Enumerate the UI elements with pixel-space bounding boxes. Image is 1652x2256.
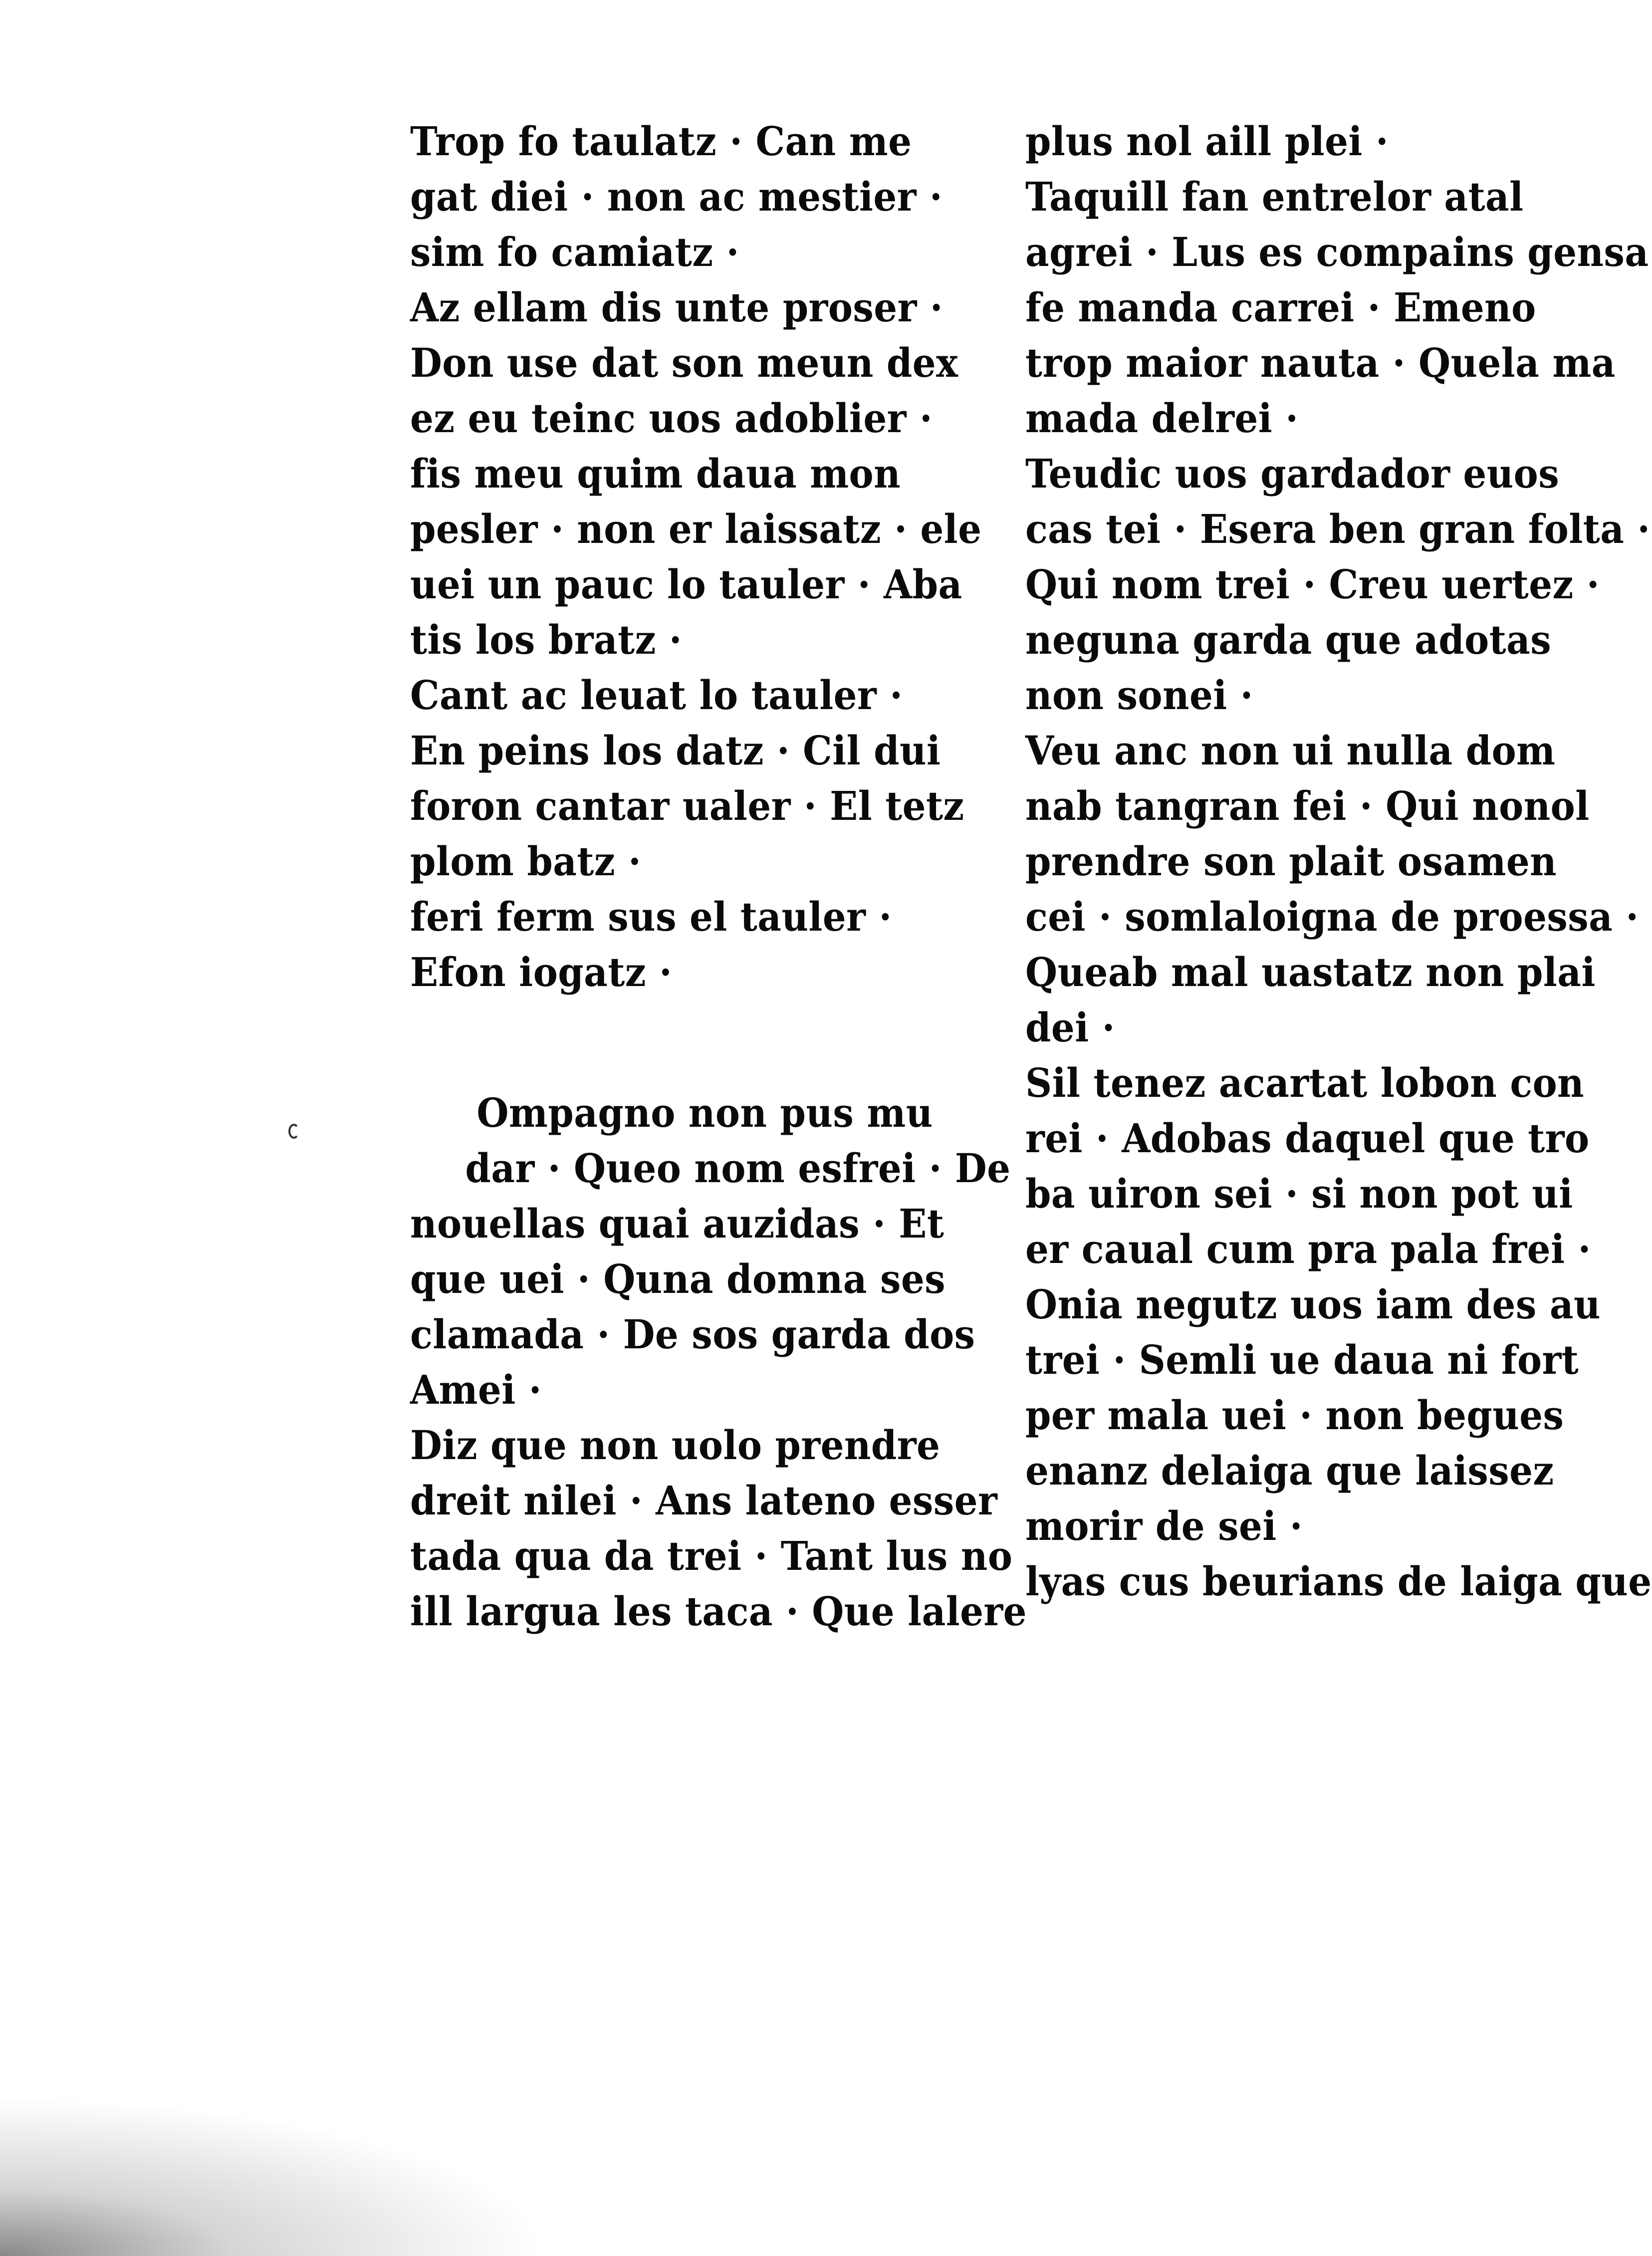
text-line: que uei · Quna domna ses	[410, 1255, 946, 1302]
text-line: nab tangran fei · Qui nonol	[1025, 782, 1590, 829]
text-line: En peins los datz · Cil dui	[410, 727, 941, 774]
text-line: mada delrei ·	[1025, 395, 1299, 442]
text-line: er caual cum pra pala frei ·	[1025, 1226, 1591, 1272]
text-line: fe manda carrei · Emeno	[1025, 284, 1536, 331]
text-line: dar · Queo nom esfrei · De	[465, 1145, 1011, 1192]
text-line: dei ·	[1025, 1004, 1115, 1051]
text-line: trop maior nauta · Quela ma	[1025, 339, 1616, 386]
text-line: Queab mal uastatz non plai	[1025, 949, 1596, 996]
text-line: Ompagno non pus mu	[476, 1089, 933, 1136]
text-line: Trop fo taulatz · Can me	[410, 118, 912, 165]
text-line: cas tei · Esera ben gran folta ·	[1025, 505, 1651, 552]
text-line: Taquill fan entrelor atal	[1025, 173, 1524, 220]
text-line: Don use dat son meun dex	[410, 339, 958, 386]
text-line: lyas cus beurians de laiga que	[1025, 1558, 1652, 1605]
text-line: plus nol aill plei ·	[1025, 118, 1389, 165]
text-line: trei · Semli ue daua ni fort	[1025, 1336, 1579, 1383]
text-line: Cant ac leuat lo tauler ·	[410, 672, 903, 719]
right-text-column	[1025, 114, 1652, 1609]
text-line: plom batz ·	[410, 838, 642, 885]
text-line: rei · Adobas daquel que tro	[1025, 1115, 1590, 1162]
text-line: agrei · Lus es compains gensa	[1025, 229, 1649, 275]
text-line: gat diei · non ac mestier ·	[410, 173, 943, 220]
text-line: Veu anc non ui nulla dom	[1025, 727, 1556, 774]
text-line: Az ellam dis unte proser ·	[410, 284, 943, 331]
text-line: clamada · De sos garda dos	[410, 1311, 975, 1358]
text-line: neguna garda que adotas	[1025, 616, 1552, 663]
text-line: ez eu teinc uos adoblier ·	[410, 395, 933, 442]
scan-speck-mark	[288, 1124, 299, 1139]
text-line: ill largua les taca · Que lalere	[410, 1588, 1027, 1635]
text-line: Diz que non uolo prendre	[410, 1422, 941, 1469]
text-line: tada qua da trei · Tant lus no	[410, 1532, 1013, 1579]
scan-corner-shading	[0, 2096, 549, 2256]
text-line: ba uiron sei · si non pot ui	[1025, 1170, 1573, 1217]
text-line: sim fo camiatz ·	[410, 229, 739, 275]
text-line: Sil tenez acartat lobon con	[1025, 1059, 1585, 1106]
text-line: prendre son plait osamen	[1025, 838, 1557, 885]
text-line: enanz delaiga que laissez	[1025, 1447, 1554, 1494]
text-line: pesler · non er laissatz · ele	[410, 505, 982, 552]
text-line: Teudic uos gardador euos	[1025, 450, 1560, 497]
text-line: foron cantar ualer · El tetz	[410, 782, 964, 829]
text-line: uei un pauc lo tauler · Aba	[410, 561, 962, 608]
text-line: nouellas quai auzidas · Et	[410, 1200, 944, 1247]
text-line: per mala uei · non begues	[1025, 1392, 1564, 1439]
left-block-1	[410, 114, 982, 1000]
right-block	[1025, 114, 1652, 1609]
left-text-column	[410, 114, 1027, 1639]
paragraph-gap	[410, 1000, 939, 1085]
text-line: cei · somlaloigna de proessa ·	[1025, 893, 1639, 940]
text-line: Onia negutz uos iam des au	[1025, 1281, 1601, 1328]
text-line: feri ferm sus el tauler ·	[410, 893, 892, 940]
text-line: Qui nom trei · Creu uertez ·	[1025, 561, 1600, 608]
text-line: tis los bratz ·	[410, 616, 682, 663]
text-line: Amei ·	[410, 1366, 542, 1413]
text-line: Efon iogatz ·	[410, 949, 673, 996]
text-line: non sonei ·	[1025, 672, 1253, 719]
left-block-2	[410, 1085, 1027, 1639]
text-line: fis meu quim daua mon	[410, 450, 901, 497]
text-line: morir de sei ·	[1025, 1503, 1303, 1549]
text-line: dreit nilei · Ans lateno esser	[410, 1477, 998, 1524]
